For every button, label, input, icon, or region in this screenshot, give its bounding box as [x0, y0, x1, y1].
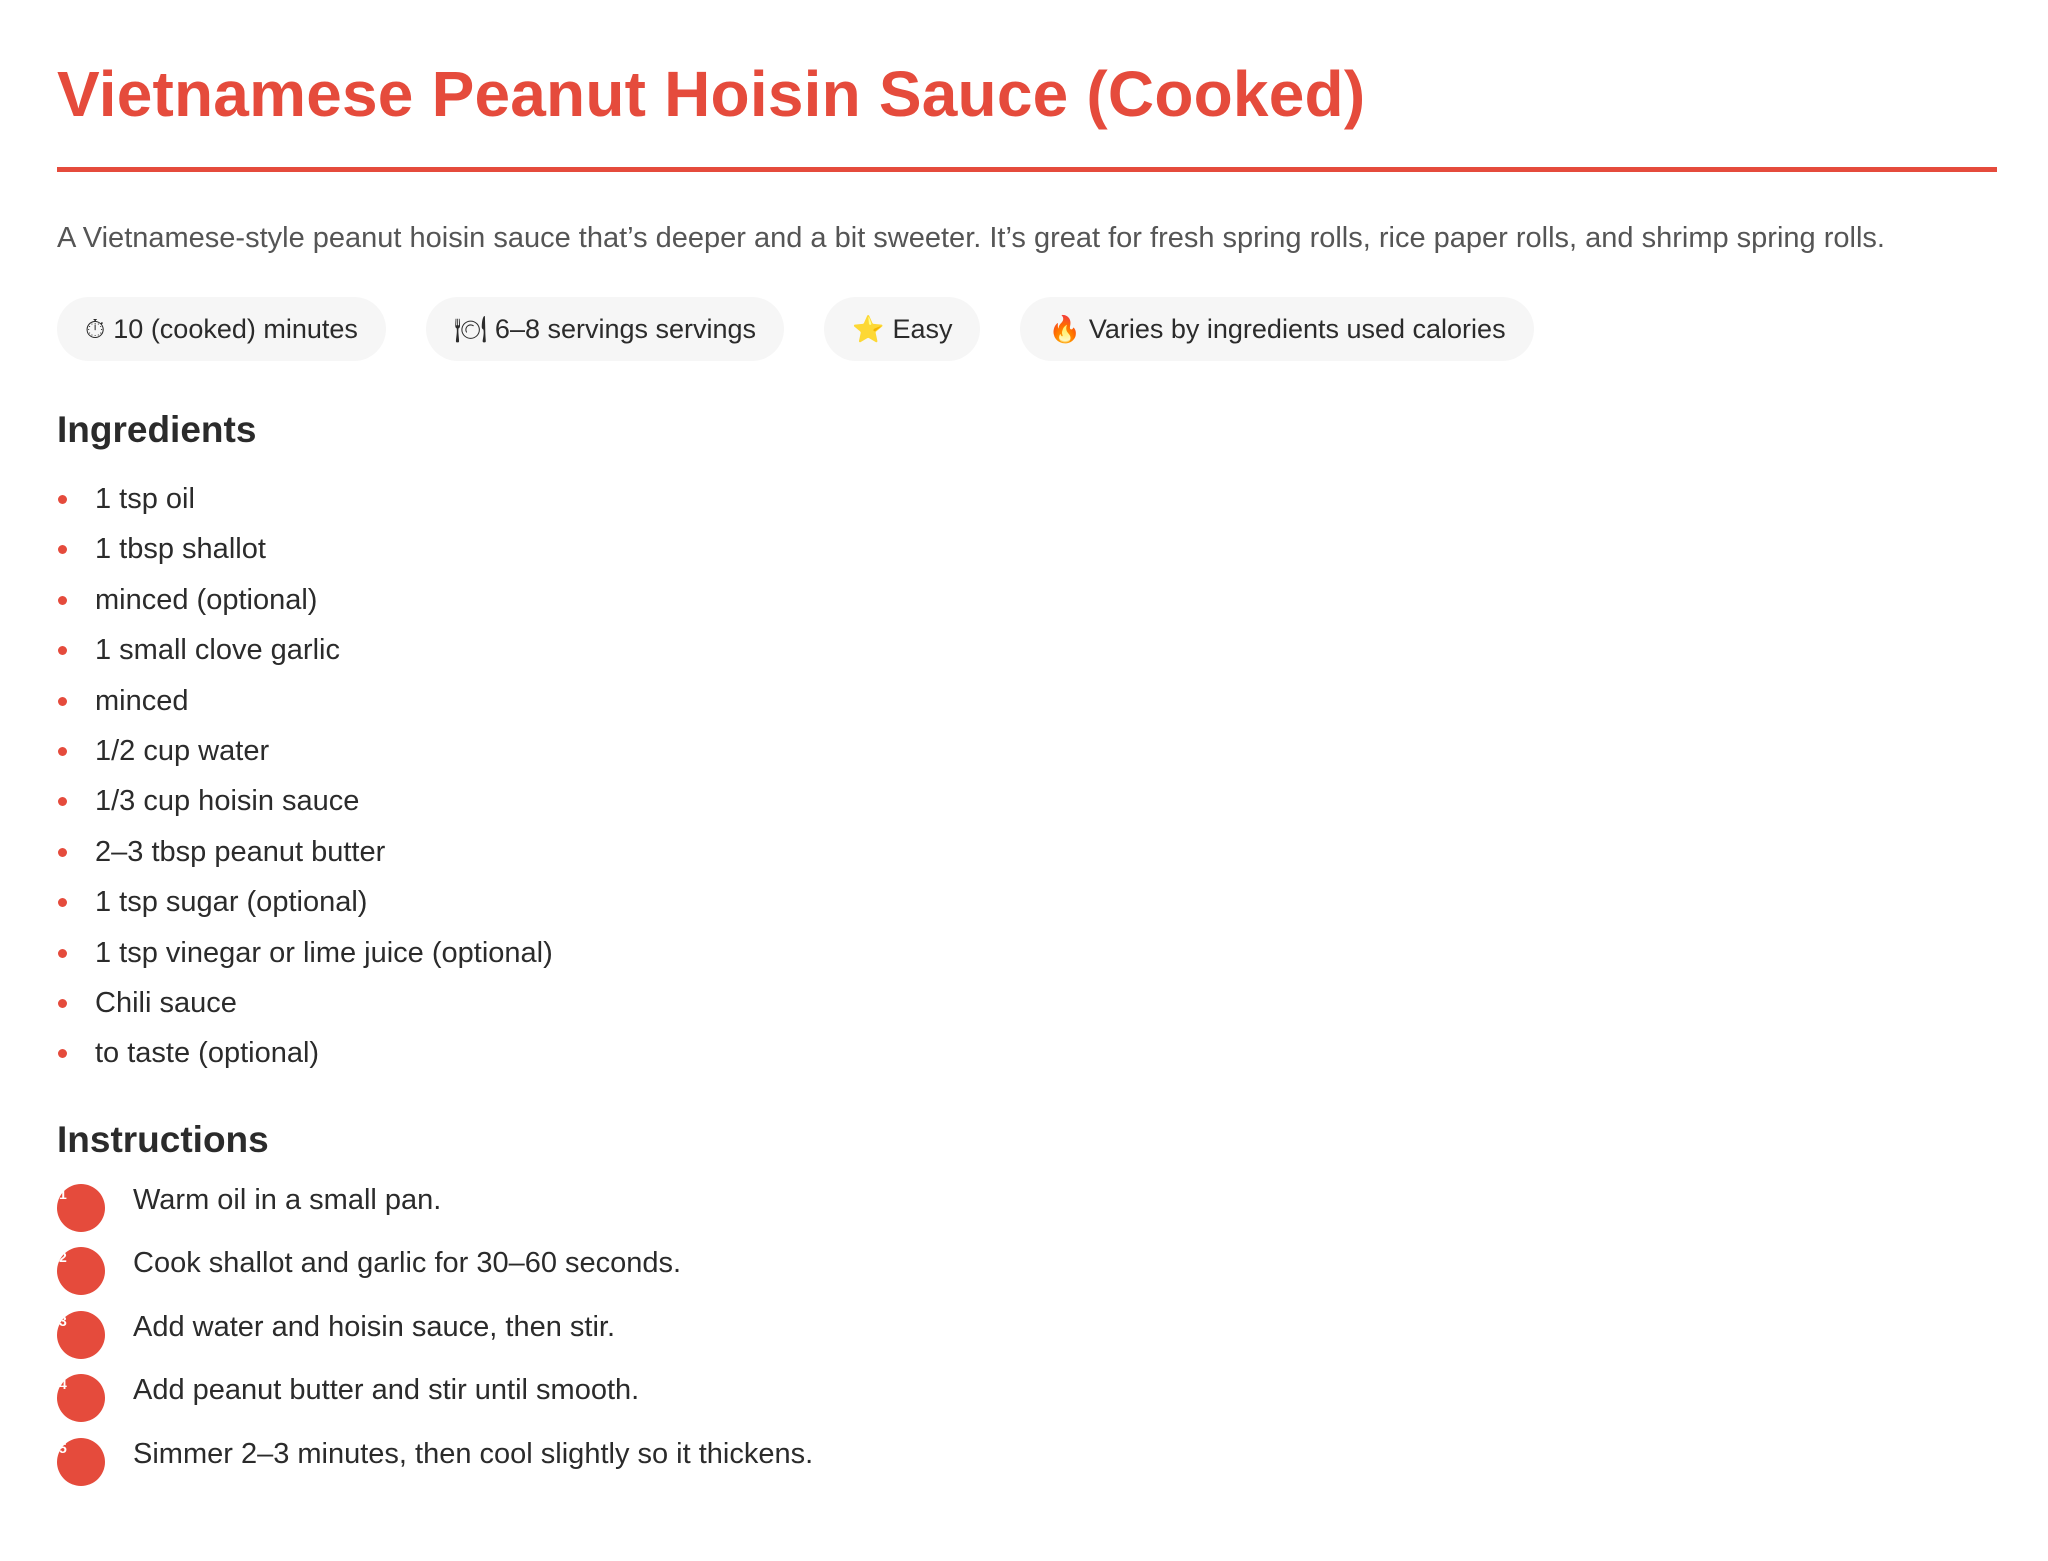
ingredient-item [57, 524, 1992, 574]
step-number-badge [57, 1438, 105, 1486]
bullet-dot-icon [58, 949, 67, 958]
step-number: 1 [59, 1185, 67, 1202]
step-text: Simmer 2–3 minutes, then cool slightly so it thickens. [133, 1438, 814, 1471]
step-text: Add peanut butter and stir until smooth. [133, 1374, 640, 1407]
ingredients-list [57, 474, 1992, 1079]
instructions-list [57, 1178, 1992, 1496]
step-number: 5 [59, 1440, 67, 1457]
ingredient-text: 1 small clove garlic [95, 634, 340, 667]
time-label: 10 (cooked) minutes [113, 313, 358, 344]
bullet-dot-icon [58, 797, 67, 806]
bullet-dot-icon [58, 848, 67, 857]
ingredient-item [57, 726, 1992, 776]
ingredient-text: 1 tbsp shallot [95, 533, 266, 566]
calories-badge [1020, 297, 1533, 361]
stopwatch-icon: ⏱ [85, 314, 106, 344]
calories-label: Varies by ingredients used calories [1088, 313, 1506, 344]
recipe-meta [57, 297, 1992, 361]
ingredient-text: 1 tsp vinegar or lime juice (optional) [95, 936, 553, 969]
bullet-dot-icon [58, 495, 67, 504]
servings-badge [426, 297, 784, 361]
step-text: Warm oil in a small pan. [133, 1183, 442, 1216]
fire-icon: 🔥 [1048, 314, 1081, 344]
ingredient-text: 1/2 cup water [95, 734, 270, 767]
title-divider [57, 167, 1997, 172]
step-number: 4 [59, 1376, 67, 1393]
step-text: Cook shallot and garlic for 30–60 seconds. [133, 1247, 682, 1280]
servings-label: 6–8 servings servings [494, 313, 757, 344]
time-badge [57, 297, 386, 361]
ingredient-item [57, 877, 1992, 927]
ingredient-text: 1/3 cup hoisin sauce [95, 785, 360, 818]
ingredient-item [57, 1028, 1992, 1078]
ingredient-text: to taste (optional) [95, 1037, 320, 1070]
step-number-badge [57, 1374, 105, 1422]
ingredient-item [57, 776, 1992, 826]
ingredient-item [57, 978, 1992, 1028]
instruction-step [57, 1432, 1992, 1496]
star-icon: ⭐ [852, 314, 885, 344]
bullet-dot-icon [58, 747, 67, 756]
ingredient-item [57, 676, 1992, 726]
ingredient-item [57, 625, 1992, 675]
step-number: 3 [59, 1312, 67, 1329]
instruction-step [57, 1368, 1992, 1432]
ingredient-item [57, 928, 1992, 978]
step-number: 2 [59, 1249, 67, 1266]
ingredient-text: 1 tsp oil [95, 483, 195, 515]
bullet-dot-icon [58, 697, 67, 706]
instructions-heading: Instructions [57, 1118, 269, 1160]
bullet-dot-icon [58, 898, 67, 907]
difficulty-label: Easy [892, 313, 953, 344]
ingredient-item [57, 474, 1992, 524]
instruction-step [57, 1178, 1992, 1242]
step-number-badge [57, 1247, 105, 1295]
instruction-step [57, 1305, 1992, 1369]
instruction-step [57, 1241, 1992, 1305]
plate-icon: 🍽 [453, 314, 487, 344]
ingredient-text: Chili sauce [95, 986, 237, 1019]
ingredient-item [57, 827, 1992, 877]
step-number-badge [57, 1184, 105, 1232]
bullet-dot-icon [58, 596, 67, 605]
bullet-dot-icon [58, 646, 67, 655]
page-title: Vietnamese Peanut Hoisin Sauce (Cooked) [57, 58, 1366, 130]
ingredient-text: minced [95, 684, 189, 717]
step-text: Add water and hoisin sauce, then stir. [133, 1310, 616, 1343]
step-number-badge [57, 1311, 105, 1359]
recipe-description: A Vietnamese-style peanut hoisin sauce that’s deeper and a bit sweeter. It’s great for fresh spring rolls, rice paper rolls, and shrimp spring rolls. [57, 222, 1885, 254]
ingredients-heading: Ingredients [57, 409, 257, 450]
ingredient-text: minced (optional) [95, 583, 318, 616]
ingredient-text: 1 tsp sugar (optional) [95, 886, 368, 919]
ingredient-text: 2–3 tbsp peanut butter [95, 835, 386, 868]
bullet-dot-icon [58, 999, 67, 1008]
ingredient-item [57, 575, 1992, 625]
difficulty-badge [824, 297, 980, 361]
bullet-dot-icon [58, 545, 67, 554]
bullet-dot-icon [58, 1049, 67, 1058]
